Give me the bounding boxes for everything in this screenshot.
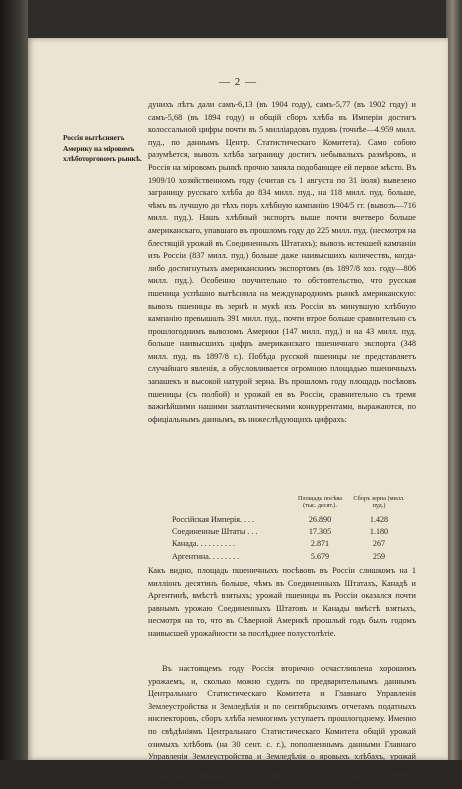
row-yield: 1.428 [369, 515, 389, 524]
col-yield-header: Сборъ зерна (милл. пуд.) [353, 495, 405, 510]
row-yield: 1.180 [369, 527, 389, 537]
page-edge [446, 0, 462, 760]
margin-note: Россія вытѣсняетъ Америку на мiровомъ хлѣботорговомъ рынкѣ. [63, 133, 142, 164]
table-row [172, 539, 410, 551]
table-row [172, 515, 410, 527]
book-binding [0, 0, 28, 760]
row-area: 5.679 [310, 551, 330, 561]
table-row [172, 527, 410, 539]
paragraph-2 [148, 565, 416, 641]
paragraph-2-text: Какъ видно, площадь пшеничныхъ посѣвовъ въ Россіи слишкомъ на 1 милліонъ десятинъ больше, чѣмъ въ Соединенныхъ Штатахъ, Канадѣ и Аргентинѣ, вмѣстѣ взятыхъ; урожай пшеницы въ Россіи оказался почти равнымъ урожаю Соединенныхъ Штатовъ и Канады вмѣстѣ взятыхъ, несмотря на то, что въ Сѣверной Америкѣ прошлый годъ былъ годомъ наивысшей урожайности за послѣднее полустолѣтіе. [148, 566, 416, 638]
row-yield: 267 [372, 539, 386, 549]
row-name: Соединенные Штаты . . . [172, 527, 258, 537]
table-header [172, 495, 410, 515]
wheat-table [172, 495, 410, 564]
row-area: 17.305 [308, 527, 332, 537]
row-area: 26.890 [308, 515, 332, 524]
paragraph-3 [148, 663, 416, 789]
paragraph-1-text: дунихъ лѣтъ дали самъ-6,13 (въ 1904 году), самъ-5,77 (въ 1902 году) и самъ-5,68 (въ 1894 году) и общій сборъ хлѣба въ Имперіи достигъ колоссальной цифры почти въ 5 милліардовъ пудовъ (точнѣе—4.959 милл. пуд., по даннымъ Центр. Статистическаго Комитета). Само собою разумѣется, вывозъ хлѣба заграницу достигъ небывалыхъ размѣровъ, и Россія на мiровомъ рынкѣ прочно заняла подобающее ей первое мѣсто. Въ 1909/10 хозяйственномъ году (считая съ 1 августа по 31 іюля) вывезено заграницу русскаго хлѣба до 834 милл. пуд., на 118 милл. пуд. больше, чѣмъ въ лучшую до тѣхъ поръ хлѣбную кампанію 1904/5 гг. (вывозъ—716 милл. пуд.). Нашъ хлѣбный экспортъ выше почти вчетверо больше американскаго, упавшаго въ прошломъ году до 225 милл. пуд. (несмотря на блестящій урожай въ Соединенныхъ Штатахъ); вывозъ истекшей кампаніи изъ Россіи (837 милл. пуд.) больше даже наивысшихъ количествъ, когда-либо достигнутыхъ американскимъ экспортомъ (въ 1897/8 хоз. году—806 милл. пуд.). Особенно поучительно то обстоятельство, что русская пшеница успѣшно вытѣснила на международномъ рынкѣ американскую: вывозъ пшеницы въ зернѣ и мукѣ изъ Россіи въ минувшую хлѣбную кампанію превышалъ 391 милл. пуд., почти втрое больше сравнительно съ прошлогоднимъ вывозомъ Америки (147 милл. пуд.) и на 43 милл. пуд. больше наивысшихъ цифръ американскаго пшеничнаго экспорта (348 милл. пуд. въ 1897/8 г.). Побѣда русской пшеницы не представляетъ случайнаго явленія, а обусловливается огромною площадью пшеничныхъ запашекъ и высокой натурой зерна. Въ прошломъ году площадь посѣвовъ пшеницы (съ полбой) и урожай ея въ Россіи, сравнительно съ тремя важнѣйшими нашими заатлантическими конкуррентами, выражаются, по офиціальнымъ даннымъ, въ нижеслѣдующихъ цифрахъ: [148, 100, 416, 424]
paragraph-3-text: Въ настоящемъ году Россія вторично осчастливлена хорошимъ урожаемъ, и, сколько можно судить по предварительнымъ даннымъ Центральнаго Статистическаго Комитета и Главнаго Управленія Землеустройства и Земледѣлія и по сентябрьскимъ отчетамъ податныхъ инспекторовъ, сборъ хлѣба немногимъ уступаетъ прошлогоднему. Именно по свѣдѣніямъ Центральнаго Статистическаго Комитета общій урожай озимыхъ хлѣбовъ (на 30 сент. с. г.), пополненнымъ данными Главнаго Управленія Землеустройства и Земледѣлія о яровыхъ хлѣбахъ, урожай текущаго года въ 73 губ. Европейской и Азіатской Россіи (безъ Закавказья, Туркестана и Дальняго Востока) можетъ быть исчисленъ въ [148, 664, 416, 787]
row-name: Россійская Имперія. . . . [172, 515, 255, 524]
paragraph-1 [148, 99, 416, 426]
top-shadow [28, 0, 448, 38]
row-name: Канада. . . . . . . . . . [172, 539, 235, 549]
row-area: 2.871 [310, 539, 330, 549]
row-name: Аргентина. . . . . . . . [172, 551, 240, 561]
table-row [172, 552, 410, 564]
col-area-header: Площадь посѣва (тыс. десят.). [298, 495, 342, 510]
page-number: — 2 — [219, 76, 257, 88]
row-yield: 259 [372, 551, 386, 561]
